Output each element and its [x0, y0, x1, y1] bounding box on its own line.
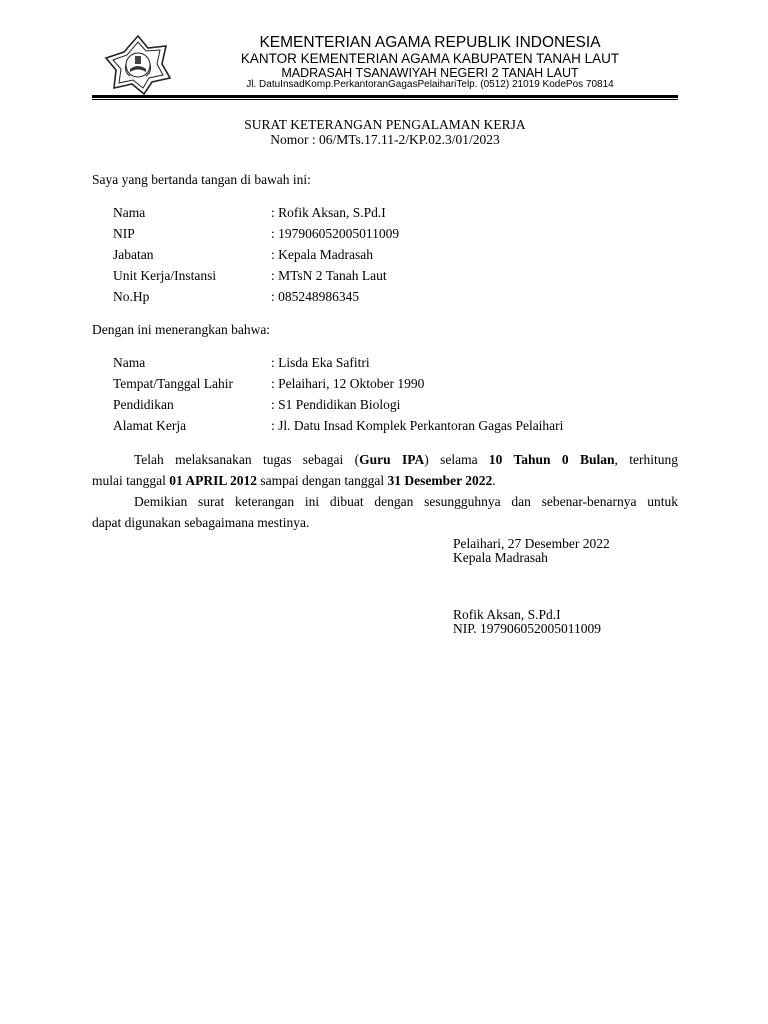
service-paragraph-line2: mulai tanggal 01 APRIL 2012 sampai dengan tanggal 31 Desember 2022.	[92, 473, 496, 488]
role-name: Guru IPA	[359, 452, 425, 467]
signer-value: : Rofik Aksan, S.Pd.I	[271, 205, 386, 220]
signature-name: Rofik Aksan, S.Pd.I	[453, 607, 561, 622]
letter-title: SURAT KETERANGAN PENGALAMAN KERJA	[244, 117, 526, 132]
service-duration: 10 Tahun 0 Bulan	[488, 452, 615, 467]
signer-label: Nama	[113, 205, 146, 220]
signer-value: : 085248986345	[271, 289, 360, 304]
letterhead-divider-thick	[92, 95, 678, 98]
signer-value: : 197906052005011009	[271, 226, 400, 241]
subject-label: Alamat Kerja	[113, 418, 187, 433]
signature-position: Kepala Madrasah	[453, 550, 548, 565]
subject-value: : Jl. Datu Insad Komplek Perkantoran Gagas Pelaihari	[271, 418, 564, 433]
school-name: MADRASAH TSANAWIYAH NEGERI 2 TANAH LAUT	[281, 66, 579, 80]
signer-value: : MTsN 2 Tanah Laut	[271, 268, 387, 283]
subject-label: Nama	[113, 355, 146, 370]
subject-value: : Pelaihari, 12 Oktober 1990	[271, 376, 425, 391]
signer-label: Jabatan	[113, 247, 154, 262]
signer-label: NIP	[113, 226, 135, 241]
signer-value: : Kepala Madrasah	[271, 247, 373, 262]
start-date: 01 APRIL 2012	[169, 473, 257, 488]
end-date: 31 Desember 2022	[387, 473, 493, 488]
subject-value: : S1 Pendidikan Biologi	[271, 397, 401, 412]
kemenag-emblem-icon	[104, 34, 172, 96]
signer-label: No.Hp	[113, 289, 150, 304]
letter-number: Nomor : 06/MTs.17.11-2/KP.02.3/01/2023	[270, 132, 500, 147]
signature-place-date: Pelaihari, 27 Desember 2022	[453, 536, 610, 551]
intro-text: Saya yang bertanda tangan di bawah ini:	[92, 172, 311, 187]
closing-paragraph-line2: dapat digunakan sebagaimana mestinya.	[92, 515, 310, 530]
letterhead-divider-thin	[92, 99, 678, 100]
subject-value: : Lisda Eka Safitri	[271, 355, 370, 370]
school-address: Jl. DatuInsadKomp.PerkantoranGagasPelaihariTelp. (0512) 21019 KodePos 70814	[246, 79, 614, 90]
subject-label: Pendidikan	[113, 397, 174, 412]
service-paragraph-line1: Telah melaksanakan tugas sebagai (Guru IPA) selama 10 Tahun 0 Bulan, terhitung	[134, 452, 678, 467]
statement-text: Dengan ini menerangkan bahwa:	[92, 322, 271, 337]
office-name: KANTOR KEMENTERIAN AGAMA KABUPATEN TANAH LAUT	[240, 51, 620, 66]
subject-label: Tempat/Tanggal Lahir	[113, 376, 233, 391]
ministry-name: KEMENTERIAN AGAMA REPUBLIK INDONESIA	[259, 34, 601, 51]
closing-paragraph-line1: Demikian surat keterangan ini dibuat dengan sesungguhnya dan sebenar-benarnya untuk	[134, 494, 678, 509]
signature-nip: NIP. 197906052005011009	[453, 621, 602, 636]
signer-label: Unit Kerja/Instansi	[113, 268, 217, 283]
